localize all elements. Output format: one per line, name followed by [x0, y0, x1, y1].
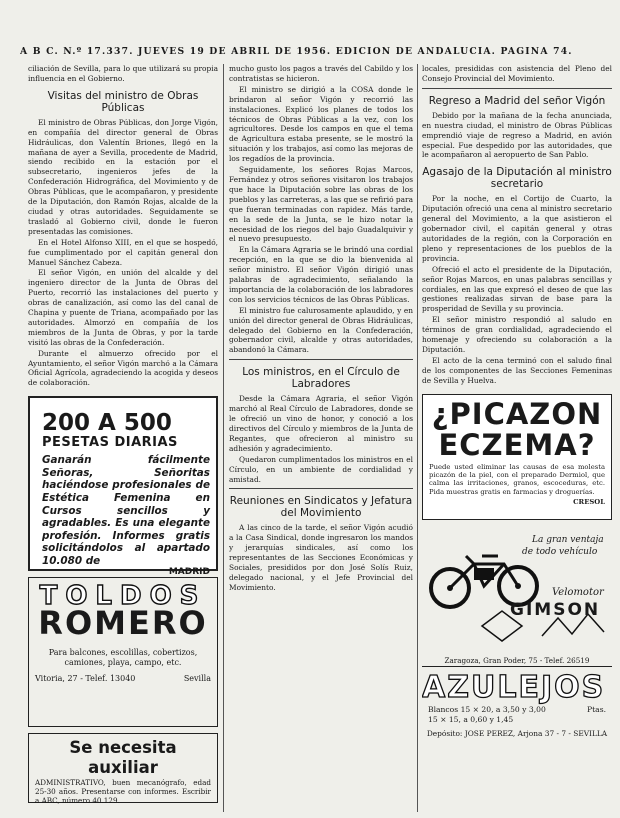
ad-footer [35, 674, 211, 684]
ad-toldos-romero [28, 577, 218, 727]
price-text: 15 × 15, a 0,60 y 1,45 [428, 714, 514, 724]
ad-address: Vitoria, 27 - Telef. 13040 [35, 674, 136, 684]
paragraph: El señor ministro respondió al saludo en términos de gran cordialidad, agradeciendo el homenaje y ofreciendo su colaboración a la Diputación. [422, 315, 612, 354]
ad-auxiliar [28, 733, 218, 806]
price-unit: Ptas. [587, 704, 606, 714]
paragraph: Debido por la mañana de la fecha anunciada, en nuestra ciudad, el ministro de Obras Públicas emprendió viaje de regreso a Madrid, en avión especial. Fue despedido por las autoridades, que le acompañaron al aeropuerto de San Pablo. [422, 110, 612, 160]
ad-city: Sevilla [183, 674, 211, 684]
column-1 [28, 64, 218, 812]
ad-body: ADMINISTRATIVO, buen mecanógrafo, edad 25-30 años. Presentarse con informes. Escribir a ABC, número 40.129. [35, 778, 211, 806]
ad-velomotor: Velomotor [552, 586, 604, 598]
ad-brand: ROMERO [38, 604, 208, 643]
paragraph: Desde la Cámara Agraria, el señor Vigón marchó al Real Círculo de Labradores, donde se le ofreció un vino de honor, y conoció a los directivos del Círculo y miembros de la Junta de Regantes, que ofrecieron al ministro su adhesión y agradecimiento. [229, 394, 413, 453]
ad-brand: GIMSON [510, 599, 601, 620]
divider [229, 488, 413, 489]
paragraph: El ministro fue calurosamente aplaudido, y en unión del director general de Obras Hidráulicas, delegado del Gobierno en la Confederación, gobernador civil, alcalde y otras autoridades, abandonó la Cámara. [229, 305, 413, 355]
page-header: A B C. N.º 17.337. JUEVES 19 DE ABRIL DE 1956. EDICION DE ANDALUCIA. PAGINA 74. [20, 46, 573, 57]
paragraph: El acto de la cena terminó con el saludo final de los componentes de las Secciones Femeninas de Sevilla y Huelva. [422, 355, 612, 385]
ad-headline: 200 A 500 [42, 410, 172, 437]
paragraph: El ministro se dirigió a la COSA donde le brindaron al señor Vigón y recorrió las instalaciones. Explicó los planes de todos los técnicos de Obras Públicas a la vez, con los agricultores. Desde los campos en que el tema de Agricultura estaba presente, se le mostró la situación y los trabajos, así como las mejoras de los regadíos de la provincia. [229, 84, 413, 164]
ad-headline: AZULEJOS [422, 669, 606, 705]
paragraph: locales, presididas con asistencia del Pleno del Consejo Provincial del Movimiento. [422, 64, 612, 83]
ad-brand: CRESOL [573, 498, 605, 507]
column-2 [229, 64, 413, 812]
ad-script-line: de todo vehículo [522, 546, 598, 557]
article-heading: Visitas del ministro de Obras Públicas [47, 89, 199, 114]
column-rule [417, 64, 418, 812]
paragraph: Quedaron cumplimentados los ministros en el Círculo, en un ambiente de cordialidad y amistad. [229, 454, 413, 484]
paragraph: En la Cámara Agraria se le brindó una cordial recepción, en la que se dio la bienvenida al señor ministro. El señor Vigón dirigió unas palabras de agradecimiento, señalando la importancia de la colaboración de los labradores con los servicios técnicos de las Obras Públicas. [229, 245, 413, 304]
ad-pesetas-diarias [28, 396, 218, 577]
ad-body: Ganarán fácilmente Señoras, Señoritas haciéndose profesionales de Estética Femenina en Cursos sencillos y agradables. Es una elegante profesión. Informes gratis solicitándolos al apartado 10.080 de [42, 454, 210, 568]
article-heading: Reuniones en Sindicatos y Jefatura del Movimiento [229, 495, 413, 520]
paragraph: Ofreció el acto el presidente de la Diputación, señor Rojas Marcos, en unas palabras sencillas y cordiales, en las que expresó el deseo de que las gestiones realizadas sirvan de base para la prosperidad de Sevilla y su provincia. [422, 264, 612, 314]
divider [422, 88, 612, 89]
divider [229, 359, 413, 360]
paragraph: ciliación de Sevilla, para lo que utilizará su propia influencia en el Gobierno. [28, 64, 218, 83]
ad-body: Puede usted eliminar las causas de esa molesta picazón de la piel, con el preparado Dermiol, que calma las irritaciones, granos, escoceduras, etc. Pida muestras gratis en farmacias y droguerías. [429, 462, 605, 496]
ad-headline-2: ECZEMA? [438, 427, 596, 462]
ad-headline: TOLDOS [39, 581, 207, 612]
price-text: Blancos 15 × 20, a 3,50 y 3,00 [428, 704, 546, 714]
ad-gimson [422, 526, 612, 666]
paragraph: El señor Vigón, en unión del alcalde y del ingeniero director de la Junta de Obras del Puerto, recorrió las instalaciones del puerto y obras de canalización, así como las del canal de Chapina y puente de Triana, acompañado por las autoridades. Almorzó en compañía de los miembros de la Junta de Obras, y por la tarde visitó las obras de la Confederación. [28, 268, 218, 347]
paragraph: En el Hotel Alfonso XIII, en el que se hospedó, fue cumplimentado por el capitán general don Manuel Sánchez Cabeza. [28, 237, 218, 267]
ad-headline: Se necesita auxiliar [69, 738, 177, 778]
ad-depot: Depósito: JOSE PEREZ, Arjona 37 - 7 - SEVILLA [426, 728, 608, 738]
paragraph: El ministro de Obras Públicas, don Jorge Vigón, en compañía del director general de Obras Hidráulicas, don Valentín Briones, llegó en la mañana de ayer a Sevilla, procedente de Madrid, siendo recibido en la estación por el subsecretario, ingenieros jefes de la Confederación Hidrográfica, del Movimiento y de Obras Públicas, que le acompañaron, y presidente de la Diputación, don Ramón Rojas, alcalde de la ciudad y otras autoridades. Seguidamente se trasladó al Gobierno civil, donde le fueron presentadas las comisiones. [28, 117, 218, 236]
ad-price-row [422, 715, 612, 725]
ad-picazon-eczema [422, 394, 612, 520]
article-heading: Regreso a Madrid del señor Vigón [428, 94, 606, 107]
ad-subheadline: PESETAS DIARIAS [42, 435, 178, 451]
ad-script-line: La gran ventaja [532, 534, 604, 545]
ad-headline: ¿PICAZON [431, 396, 603, 431]
ad-azulejos [422, 666, 612, 739]
paragraph: Durante el almuerzo ofrecido por el Ayuntamiento, el señor Vigón marchó a la Cámara Oficial Agrícola, agradeciendo la acogida y deseos de colaboración. [28, 348, 218, 388]
paragraph: Seguidamente, los señores Rojas Marcos, Fernández y otros señores visitaron los trabajos que hace la Diputación sobre las obras de los pueblos y las carreteras, a las que se refirió para que fueran terminadas con rapidez. Más tarde, en la sede de la Junta, se le hizo notar la necesidad de los riegos del bajo Guadalquivir y el nuevo presupuesto. [229, 165, 413, 244]
article-heading: Los ministros, en el Círculo de Labradores [242, 366, 400, 391]
ad-address: Zaragoza, Gran Poder, 75 - Telef. 26519 [444, 655, 590, 665]
ad-city: MADRID [168, 566, 210, 577]
ad-price-row [422, 705, 612, 715]
column-rule [223, 64, 224, 812]
paragraph: A las cinco de la tarde, el señor Vigón acudió a la Casa Sindical, donde ingresaron los mandos y jerarquías sindicales, así como los representantes de las Secciones Económicas y Sociales, presididos por don José Solís Ruiz, delegado nacional, y el Jefe Provincial del Movimiento. [229, 523, 413, 592]
paragraph: mucho gusto los pagos a través del Cabildo y los contratistas se hicieron. [229, 64, 413, 83]
paragraph: Por la noche, en el Cortijo de Cuarto, la Diputación ofreció una cena al ministro secretario general del Movimiento, a la que asistieron el gobernador civil, el capitán general y otras autoridades de la región, con la Corporación en pleno y representaciones de los pueblos de la provincia. [422, 194, 612, 263]
column-3 [422, 64, 612, 812]
article-heading: Agasajo de la Diputación al ministro secretario [422, 166, 612, 191]
ad-body: Para balcones, escolillas, cobertizos, camiones, playa, campo, etc. [48, 648, 198, 668]
